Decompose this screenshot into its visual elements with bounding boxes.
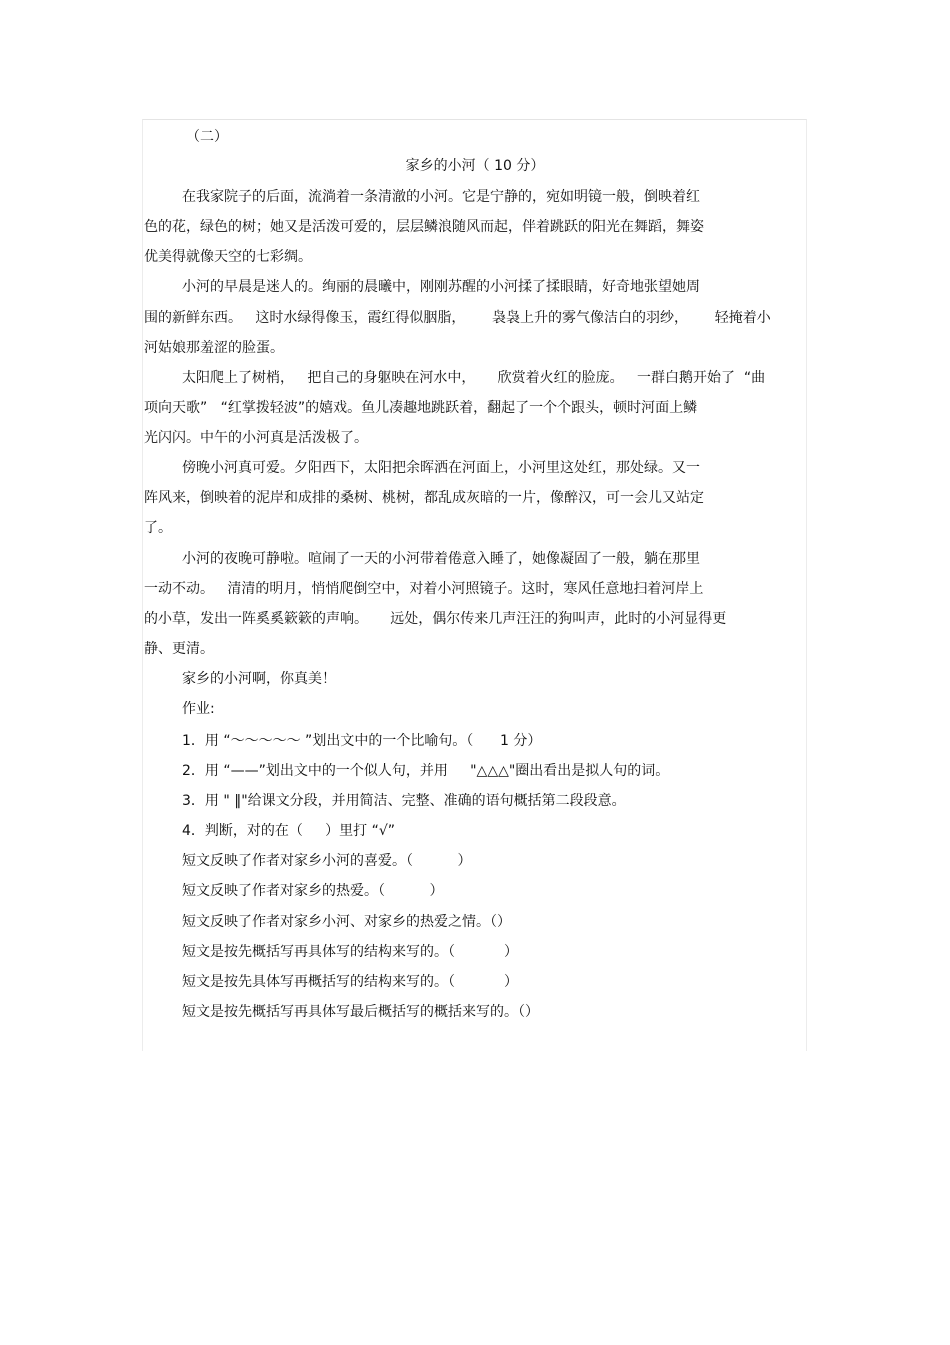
question-1: 1．用 “～～～～～ ”划出文中的一个比喻句。（ 1 分） bbox=[182, 733, 542, 749]
p1-line-3: 优美得就像天空的七彩绸。 bbox=[144, 249, 312, 265]
p4-line-2: 阵风来，倒映着的泥岸和成排的桑树、桃树，都乱成灰暗的一片，像醉汉，可一会儿又站定 bbox=[144, 490, 704, 506]
p5-line-1: 小河的夜晚可静啦。喧闹了一天的小河带着倦意入睡了，她像凝固了一般，躺在那里 bbox=[182, 551, 700, 567]
p2-line-3: 河姑娘那羞涩的脸蛋。 bbox=[144, 340, 284, 356]
homework-label: 作业: bbox=[182, 701, 215, 717]
question-3: 3．用 " ‖"给课文分段，并用简洁、完整、准确的语句概括第二段段意。 bbox=[182, 793, 626, 809]
p5-line-3: 的小草，发出一阵奚奚簌簌的声响。 远处，偶尔传来几声汪汪的狗叫声，此时的小河显得更 bbox=[144, 611, 727, 627]
p6-line-1: 家乡的小河啊，你真美！ bbox=[182, 671, 336, 687]
p1-line-2: 色的花，绿色的树；她又是活泼可爱的，层层鳞浪随风而起，伴着跳跃的阳光在舞蹈，舞姿 bbox=[144, 219, 704, 235]
p3-line-2: 项向天歌” “红掌拨轻波”的嬉戏。鱼儿凑趣地跳跃着，翻起了一个个跟头，顿时河面上鳞 bbox=[144, 400, 698, 416]
question-2: 2．用 “——”划出文中的一个似人句，并用 "△△△"圈出看出是拟人句的词。 bbox=[182, 763, 670, 779]
judgment-item: 短文是按先概括写再具体写最后概括写的概括来写的。（） bbox=[182, 1004, 539, 1020]
p4-line-1: 傍晚小河真可爱。夕阳西下，太阳把余晖洒在河面上，小河里这处红，那处绿。又一 bbox=[182, 460, 700, 476]
judgment-item: 短文反映了作者对家乡小河的喜爱。（ ） bbox=[182, 853, 472, 869]
p2-line-1: 小河的早晨是迷人的。绚丽的晨曦中，刚刚苏醒的小河揉了揉眼睛，好奇地张望她周 bbox=[182, 279, 700, 295]
p1-line-1: 在我家院子的后面，流淌着一条清澈的小河。它是宁静的，宛如明镜一般，倒映着红 bbox=[182, 189, 700, 205]
p4-line-3: 了。 bbox=[144, 520, 172, 536]
judgment-item: 短文反映了作者对家乡小河、对家乡的热爱之情。（） bbox=[182, 914, 511, 930]
passage-title: 家乡的小河（ 10 分） bbox=[405, 158, 545, 174]
p3-line-1: 太阳爬上了树梢， 把自己的身躯映在河水中， 欣赏着火红的脸庞。 一群白鹅开始了 “曲 bbox=[182, 370, 766, 386]
p5-line-2: 一动不动。 清清的明月，悄悄爬倒空中，对着小河照镜子。这时，寒风任意地扫着河岸上 bbox=[144, 581, 704, 597]
section-label: （二） bbox=[186, 129, 228, 145]
judgment-item: 短文是按先概括写再具体写的结构来写的。（ ） bbox=[182, 944, 518, 960]
judgment-item: 短文是按先具体写再概括写的结构来写的。（ ） bbox=[182, 974, 518, 990]
question-4: 4．判断，对的在（ ）里打 “√” bbox=[182, 823, 396, 839]
p3-line-3: 光闪闪。中午的小河真是活泼极了。 bbox=[144, 430, 368, 446]
p5-line-4: 静、更清。 bbox=[144, 641, 214, 657]
p2-line-2: 围的新鲜东西。 这时水绿得像玉，霞红得似胭脂， 袅袅上升的雾气像洁白的羽纱， 轻掩着小 bbox=[144, 310, 771, 326]
judgment-item: 短文反映了作者对家乡的热爱。（ ） bbox=[182, 883, 444, 899]
